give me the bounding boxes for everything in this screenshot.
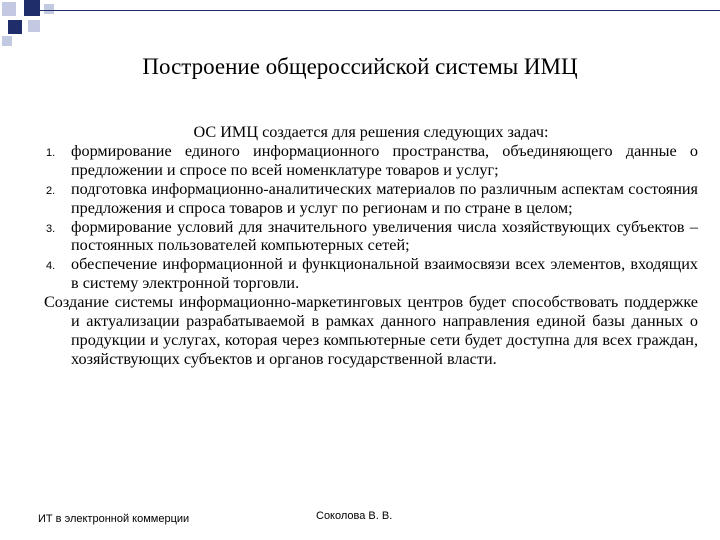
task-number: 4.: [46, 260, 56, 273]
task-text: формирование единого информационного пространства, объединяющего данные о предложении и спросе по всей номенклатуре товаров и услуг;: [71, 141, 698, 179]
conclusion-paragraph: Создание системы информационно-маркетинговых центров будет способствовать поддержке и актуализации разрабатываемой в рамках данного направления единой базы данных о продукции и услугах, которая через компьютерные сети будет доступна для всех граждан, хозяйствующих субъектов и органов государственной власти.: [44, 293, 698, 368]
task-text: формирование условий для значительного увеличения числа хозяйствующих субъектов – постоянных пользователей компьютерных сетей;: [71, 217, 698, 255]
corner-decoration: [0, 0, 70, 50]
task-number: 3.: [46, 222, 56, 235]
task-item: [44, 180, 698, 218]
task-text: обеспечение информационной и функциональной взаимосвязи всех элементов, входящих в систему электронной торговли.: [71, 255, 698, 293]
slide-body: [44, 123, 698, 369]
footer-author: Соколова В. В.: [316, 510, 393, 522]
task-item: [44, 142, 698, 180]
task-number: 2.: [46, 184, 56, 197]
task-item: [44, 218, 698, 256]
task-text: подготовка информационно-аналитических материалов по различным аспектам состояния предложения и спроса товаров и услуг по регионам и по стране в целом;: [71, 179, 698, 217]
intro-text: ОС ИМЦ создается для решения следующих задач:: [193, 123, 549, 141]
page-title: Построение общероссийской системы ИМЦ: [142, 54, 578, 79]
task-item: [44, 255, 698, 293]
task-number: 1.: [46, 146, 56, 159]
footer-course: ИТ в электронной коммерции: [38, 513, 190, 525]
header-rule: [24, 10, 720, 11]
